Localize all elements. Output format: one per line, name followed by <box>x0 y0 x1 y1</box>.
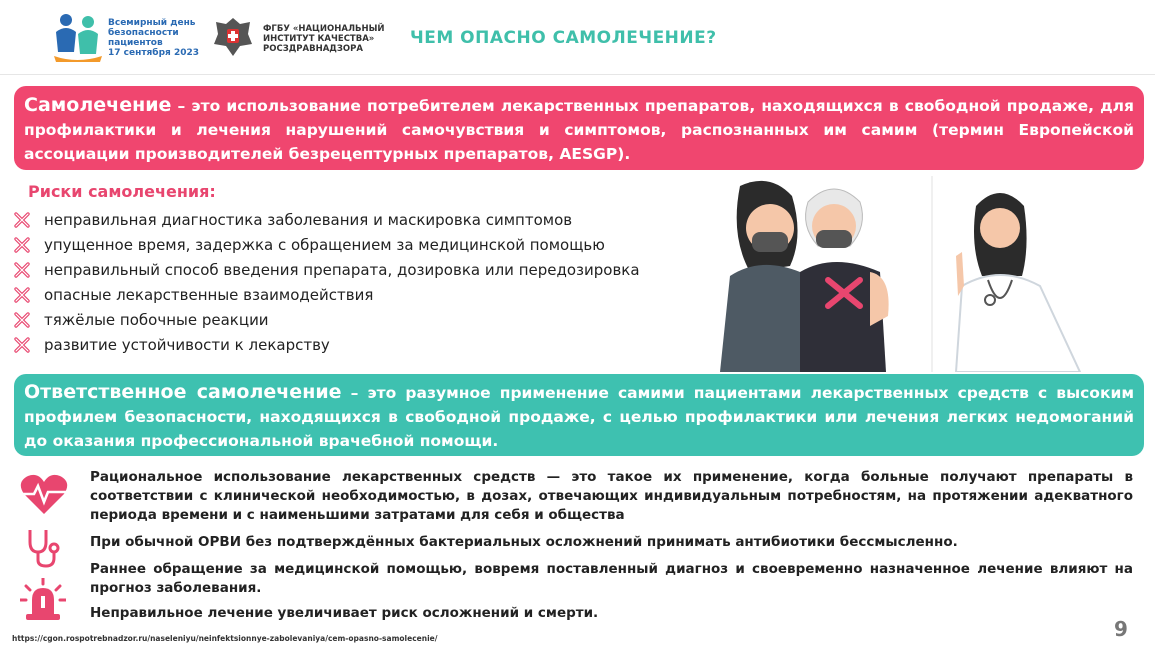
cross-icon <box>12 260 32 280</box>
list-item <box>12 282 672 307</box>
page-number: 9 <box>1114 617 1128 641</box>
list-item <box>12 257 672 282</box>
heart-pulse-icon <box>18 472 70 516</box>
risk-label: опасные лекарственные взаимодействия <box>44 285 374 304</box>
org-name: ФГБУ «НАЦИОНАЛЬНЫЙ ИНСТИТУТ КАЧЕСТВА» РОСЗДРАВНАДЗОРА <box>263 24 385 54</box>
list-item <box>12 232 672 257</box>
responsible-self-medication-definition <box>14 374 1144 456</box>
risk-label: неправильная диагностика заболевания и маскировка симптомов <box>44 210 573 229</box>
risk-label: неправильный способ введения препарата, дозировка или передозировка <box>44 260 640 279</box>
risk-label: упущенное время, задержка с обращением за медицинской помощью <box>44 235 605 254</box>
list-item <box>12 207 672 232</box>
page-title: ЧЕМ ОПАСНО САМОЛЕЧЕНИЕ? <box>410 28 717 48</box>
definition-body: – это разумное применение самими пациентами лекарственных средств с высоким профилем безопасности, находящихся в свободной продаже, с целью профилактики или лечения легких недомоганий до оказания профессиональной врачебной помощи. <box>24 384 1135 450</box>
logo-caption: Всемирный день безопасности пациентов 17 сентября 2023 <box>108 18 199 58</box>
definition-text <box>24 380 1134 453</box>
cross-icon <box>12 235 32 255</box>
cross-icon <box>12 335 32 355</box>
cross-icon <box>12 310 32 330</box>
info-text: Рациональное использование лекарственных средств — это такое их применение, когда больные получают препараты в соответствии с клинической необходимостью, в дозах, отвечающих индивидуальным потребностям, на протяжении адекватного периода времени и с наименьшими затратами для себя и общества <box>90 469 1133 523</box>
vaccination-illustration <box>700 176 1100 372</box>
definition-term: Ответственное самолечение <box>24 381 342 403</box>
stethoscope-icon <box>24 528 60 568</box>
definition-text <box>24 93 1134 166</box>
cross-icon <box>12 285 32 305</box>
risks-title: Риски самолечения: <box>28 182 216 201</box>
header-divider <box>0 74 1155 75</box>
emblem-icon <box>210 14 256 60</box>
definition-term: Самолечение <box>24 94 172 116</box>
info-text: Неправильное лечение увеличивает риск осложнений и смерти. <box>90 605 599 621</box>
self-medication-definition <box>14 86 1144 170</box>
risk-list <box>12 207 672 357</box>
risk-label: развитие устойчивости к лекарству <box>44 335 330 354</box>
info-text: При обычной ОРВИ без подтверждённых бактериальных осложнений принимать антибиотики бессмысленно. <box>90 534 958 550</box>
alarm-light-icon <box>20 578 66 622</box>
list-item <box>12 307 672 332</box>
list-item <box>12 332 672 357</box>
header <box>0 0 1155 74</box>
definition-body: – это использование потребителем лекарственных препаратов, находящихся в свободной продаже, для профилактики и лечения нарушений самочувствия и симптомов, распознанных им самим (термин Европейской ассоциации производителей безрецептурных препаратов, AESGP). <box>24 97 1134 163</box>
info-text: Раннее обращение за медицинской помощью, вовремя поставленный диагноз и своевременно назначенное лечение влияют на прогноз заболевания. <box>90 561 1133 596</box>
risk-label: тяжёлые побочные реакции <box>44 310 269 329</box>
source-link[interactable]: https://cgon.rospotrebnadzor.ru/naseleniyu/neinfektsionnye-zabolevaniya/cem-opasno-samolecenie/ <box>12 634 438 643</box>
cross-icon <box>12 210 32 230</box>
